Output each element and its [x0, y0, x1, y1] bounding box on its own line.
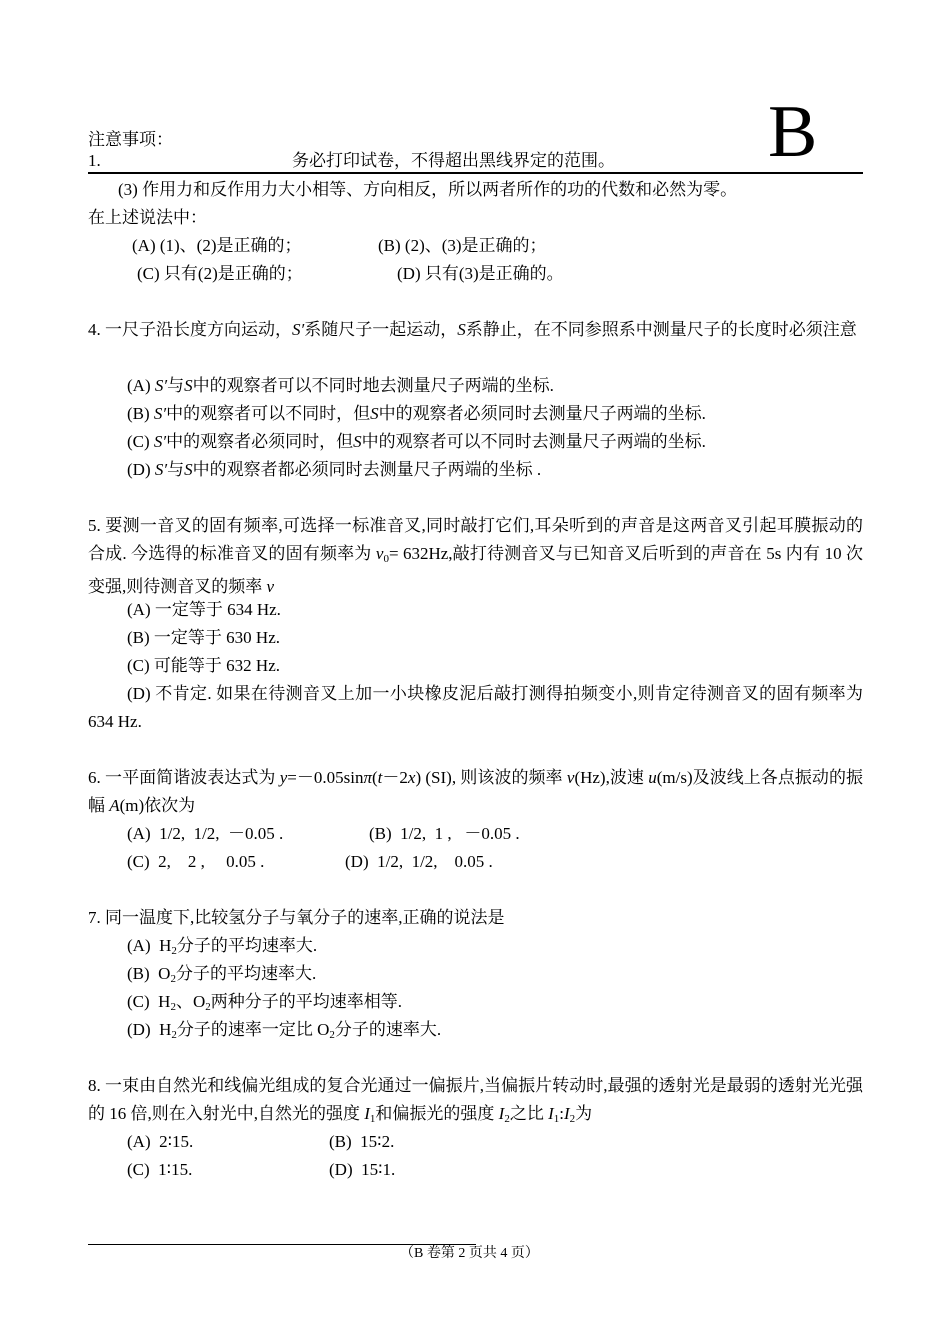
q7-option-b: (B) $O_2$分子的平均速率大.: [127, 964, 317, 985]
q4-option-c: (C) S′中的观察者必须同时，但S中的观察者可以不同时去测量尺子两端的坐标.: [127, 432, 706, 451]
q7-option-c: (C) $H_2$、$O_2$两种分子的平均速率相等.: [127, 992, 402, 1013]
q4-stem: 4. 一尺子沿长度方向运动，S′系随尺子一起运动，S系静止，在不同参照系中测量尺子的长度时必须注意: [88, 320, 857, 339]
q3-statement-3: (3) 作用力和反作用力大小相等、方向相反，所以两者所作的功的代数和必然为零。: [118, 180, 738, 199]
q6-option-a: (A) 1/2, 1/2, －0.05 .: [127, 824, 284, 843]
q8-stem: 8. 一束由自然光和线偏光组成的复合光通过一偏振片,当偏振片转动时,最强的透射光是最弱的透射光光强的 16 倍,则在入射光中,自然光的强度 $I_1$和偏振光的强度 $I_2$之比 $I_1:I_2$为: [88, 1076, 863, 1125]
page-number: （B 卷第 2 页共 4 页）: [400, 1246, 539, 1261]
paper-version-letter: B: [768, 91, 818, 173]
q7-stem: 7. 同一温度下,比较氢分子与氧分子的速率,正确的说法是: [88, 908, 505, 927]
q5-option-c: (C) 可能等于 632 Hz.: [127, 656, 280, 675]
notice-text: 务必打印试卷，不得超出黑线界定的范围。: [292, 151, 615, 170]
q8-option-c: (C) 1∶15.: [127, 1160, 193, 1179]
q6-option-b: (B) 1/2, 1 , －0.05 .: [369, 824, 520, 843]
q8-option-d: (D) 15∶1.: [329, 1160, 396, 1179]
q7-option-a: (A) $H_2$分子的平均速率大.: [127, 936, 318, 957]
q4-option-a: (A) S′与S中的观察者可以不同时地去测量尺子两端的坐标.: [127, 376, 554, 395]
q4-option-b: (B) S′中的观察者可以不同时，但S中的观察者必须同时去测量尺子两端的坐标.: [127, 404, 706, 423]
notice-label: 注意事项：: [88, 130, 173, 149]
q6-stem: 6. 一平面简谐波表达式为 y=－0.05sinπ(t－2x) (SI), 则该波的频率 ν(Hz),波速 u(m/s)及波线上各点振动的振幅 A(m)依次为: [88, 768, 863, 815]
q5-option-d: (D) 不肯定. 如果在待测音叉上加一小块橡皮泥后敲打测得拍频变小,则肯定待测音叉的固有频率为 634 Hz.: [88, 684, 863, 731]
q6-option-c: (C) 2, 2 , 0.05 .: [127, 852, 265, 871]
q4-option-d: (D) S′与S中的观察者都必须同时去测量尺子两端的坐标 .: [127, 460, 542, 479]
q3-prompt: 在上述说法中：: [88, 208, 207, 227]
q5-option-b: (B) 一定等于 630 Hz.: [127, 628, 280, 647]
q3-option-d: (D) 只有(3)是正确的。: [397, 264, 564, 283]
q8-option-a: (A) 2∶15.: [127, 1132, 194, 1151]
q5-stem: 5. 要测一音叉的固有频率,可选择一标准音叉,同时敲打它们,耳朵听到的声音是这两音叉引起耳膜振动的合成. 今选得的标准音叉的固有频率为 $\nu_0= 632Hz$,敲打待测音叉与已知音叉后听到的声音在 5s 内有 10 次变强,则待测音叉的频率 ν: [88, 516, 863, 596]
top-rule: [88, 172, 863, 174]
q5-option-a: (A) 一定等于 634 Hz.: [127, 600, 281, 619]
q3-option-a: (A) (1)、(2)是正确的；: [132, 236, 302, 255]
q7-option-d: (D) $H_2$分子的速率一定比 $O_2$分子的速率大.: [127, 1020, 442, 1041]
q8-option-b: (B) 15∶2.: [329, 1132, 395, 1151]
q3-option-b: (B) (2)、(3)是正确的；: [378, 236, 547, 255]
q6-option-d: (D) 1/2, 1/2, 0.05 .: [345, 852, 493, 871]
notice-item-number: 1.: [88, 151, 101, 170]
q3-option-c: (C) 只有(2)是正确的；: [137, 264, 303, 283]
